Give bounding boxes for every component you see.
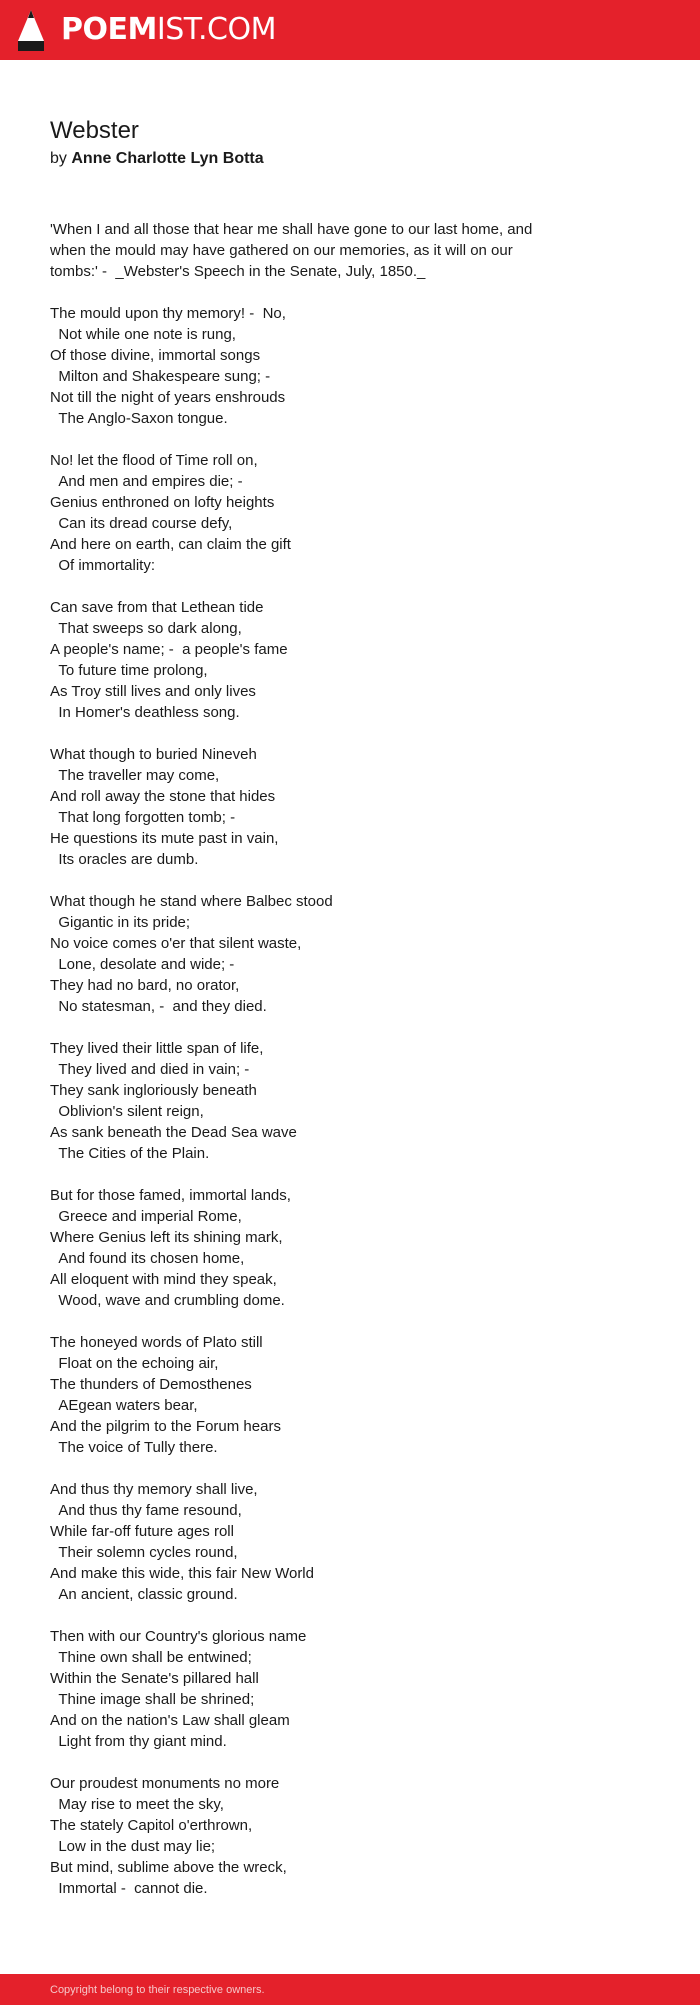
logo-light-text: IST.COM (156, 12, 276, 47)
copyright-notice: Copyright belong to their respective owners. (50, 1984, 265, 1996)
site-footer (0, 1974, 700, 2005)
poem-body: 'When I and all those that hear me shall have gone to our last home, and when the mould may have gathered on our memories, as it will on our tombs:' - _Webster's Speech in the Senate, July, 1850._ The mould upon thy memory! - No, Not while one note is rung, Of those divine, immortal songs Milton and Shakespeare sung; - Not till the night of years enshrouds The Anglo-Saxon tongue. No! let the flood of Time roll on, And men and empires die; - Genius enthroned on lofty heights Can its dread course defy, And here on earth, can claim the gift Of immortality: Can save from that Lethean tide That sweeps so dark along, A people's name; - a people's fame To future time prolong, As Troy still lives and only lives In Homer's deathless song. What though to buried Nineveh The traveller may come, And roll away the stone that hides That long forgotten tomb; - He questions its mute past in vain, Its oracles are dumb. What though he stand where Balbec stood Gigantic in its pride; No voice comes o'er that silent waste, Lone, desolate and wide; - They had no bard, no orator, No statesman, - and they died. They lived their little span of life, They lived and died in vain; - They sank ingloriously beneath Oblivion's silent reign, As sank beneath the Dead Sea wave The Cities of the Plain. But for those famed, immortal lands, Greece and imperial Rome, Where Genius left its shining mark, And found its chosen home, All eloquent with mind they speak, Wood, wave and crumbling dome. The honeyed words of Plato still Float on the echoing air, The thunders of Demosthenes AEgean waters bear, And the pilgrim to the Forum hears The voice of Tully there. And thus thy memory shall live, And thus thy fame resound, While far-off future ages roll Their solemn cycles round, And make this wide, this fair New World An ancient, classic ground. Then with our Country's glorious name Thine own shall be entwined; Within the Senate's pillared hall Thine image shall be shrined; And on the nation's Law shall gleam Light from thy giant mind. Our proudest monuments no more May rise to meet the sky, The stately Capitol o'erthrown, Low in the dust may lie; But mind, sublime above the wreck, Immortal - cannot die. (50, 221, 533, 1897)
author-name: Anne Charlotte Lyn Botta (71, 150, 264, 167)
site-header (0, 0, 700, 60)
site-logo[interactable] (61, 10, 276, 50)
poem-title: Webster (50, 117, 139, 144)
byline (50, 148, 264, 170)
logo-bold-text: POEM (61, 12, 157, 47)
pencil-tip-icon[interactable] (17, 10, 45, 51)
by-prefix: by (50, 150, 67, 167)
